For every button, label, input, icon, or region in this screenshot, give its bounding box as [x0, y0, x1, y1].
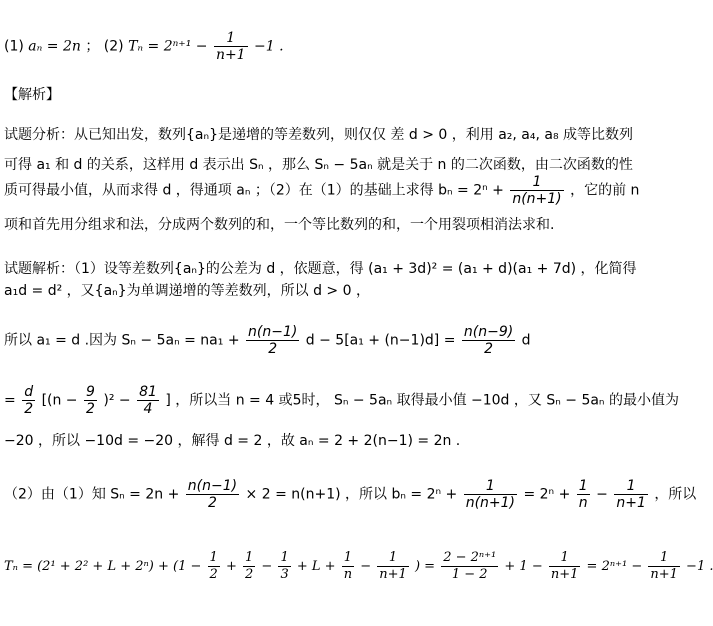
answer-part2-label: (2) — [103, 38, 124, 55]
solution-fraction-4: $\frac{9}{2}$ — [86, 384, 95, 417]
part2-tn-fraction-1: $\frac{1}{2}$ — [209, 550, 218, 582]
part2-fraction-2: $\frac{1}{n(n+1)}$ — [465, 478, 516, 511]
solution-fraction-1: $\frac{n(n-1)}{2}$ — [248, 324, 298, 357]
solution-line-5: −20 ，所以 −10d = −20 ，解得 d = 2 ，故 aₙ = 2 + 2(n−1) = 2n . — [4, 433, 461, 449]
analysis-line-4: 项和首先用分组求和法，分成两个数列的和，一个等比数列的和，一个用裂项相消法求和. — [4, 217, 555, 233]
analysis-line-1: 试题分析：从已知出发，数列{aₙ}是递增的等差数列，则仅仅 差 d > 0 ，利用 a₂, a₄, a₈ 成等比数列 — [4, 127, 634, 143]
solution-fraction-5: $\frac{81}{4}$ — [139, 384, 157, 417]
part2-tn-fraction-4: $\frac{1}{n}$ — [343, 550, 353, 582]
jiexi-heading: 【解析】 — [4, 87, 60, 103]
solution-fraction-2: $\frac{n(n-9)}{2}$ — [463, 324, 514, 357]
part2-fraction-3: $\frac{1}{n}$ — [578, 478, 588, 511]
answer-part1-formula: aₙ = 2n — [28, 38, 81, 55]
part2-tn-fraction-3: $\frac{1}{3}$ — [280, 550, 289, 582]
part2-line-2: Tₙ = (2¹ + 2² + L + 2ⁿ) + (1 − $\frac{1}{2}$ + $\frac{1}{2}$ − $\frac{1}{3}$ + L + $\frac{1}{n}$ − $\frac{1}{n+1}$ ) = $\frac{\text{2 − 2ⁿ⁺¹}}{1 - 2}$ + 1 − $\frac{1}{n+1}$ = 2ⁿ⁺¹ − $\frac{1}{n+1}$ −1 . — [4, 550, 713, 582]
part2-line-1: （2）由（1）知 Sₙ = 2n + $\frac{n(n-1)}{2}$ × 2 = n(n+1) ，所以 bₙ = 2ⁿ + $\frac{1}{n(n+1)}$ = 2ⁿ + $\frac{1}{n}$ − $\frac{1}{n+1}$ ，所以 — [4, 478, 697, 511]
analysis-fraction: $\frac{1}{n(n+1)}$ — [512, 174, 562, 207]
solution-line-1: 试题解析：（1）设等差数列{aₙ}的公差为 d ，依题意，得 (a₁ + 3d)² = (a₁ + d)(a₁ + 7d) ，化简得 — [4, 261, 637, 277]
part2-fraction-1: $\frac{n(n-1)}{2}$ — [187, 478, 238, 511]
part2-tn-fraction-7: $\frac{1}{n+1}$ — [550, 550, 579, 582]
part2-tn-fraction-8: $\frac{1}{n+1}$ — [650, 550, 678, 582]
solution-fraction-3: $\frac{d}{2}$ — [24, 384, 34, 417]
answer-part2-formula-b: −1 . — [254, 38, 284, 55]
solution-line-3: 所以 a₁ = d .因为 Sₙ − 5aₙ = na₁ + $\frac{n(n-1)}{2}$ d − 5[a₁ + (n−1)d] = $\frac{n(n-9)}{2}$ d — [4, 324, 531, 357]
part2-tn-fraction-5: $\frac{1}{n+1}$ — [379, 550, 407, 582]
answer-part2-fraction: $\frac{1}{n+1}$ — [215, 30, 246, 63]
answer-part2-formula-a: Tₙ = 2ⁿ⁺¹ − — [128, 38, 208, 55]
solution-line-4: = $\frac{d}{2}$ [(n − $\frac{9}{2}$ )² − $\frac{81}{4}$ ] ，所以当 n = 4 或5时， Sₙ − 5aₙ 取得最小值 −10d ，又 Sₙ − 5aₙ 的最小值为 — [4, 384, 679, 417]
part2-tn-fraction-6: $\frac{\text{2 − 2ⁿ⁺¹}}{1 - 2}$ — [443, 550, 497, 582]
analysis-line-2: 可得 a₁ 和 d 的关系，这样用 d 表示出 Sₙ ，那么 Sₙ − 5aₙ 就是关于 n 的二次函数，由二次函数的性 — [4, 157, 633, 173]
answer-line — [4, 30, 284, 63]
analysis-line-3: 质可得最小值，从而求得 d ，得通项 aₙ ；（2）在（1）的基础上求得 bₙ = 2ⁿ + $\frac{1}{n(n+1)}$ ，它的前 n — [4, 174, 640, 207]
solution-line-2: a₁d = d² ，又{aₙ}为单调递增的等差数列，所以 d > 0 ， — [4, 283, 370, 299]
answer-separator: ； — [85, 38, 100, 55]
part2-fraction-4: $\frac{1}{n+1}$ — [616, 478, 646, 511]
part2-tn-fraction-2: $\frac{1}{2}$ — [244, 550, 254, 582]
answer-part1-label: (1) — [4, 38, 24, 55]
